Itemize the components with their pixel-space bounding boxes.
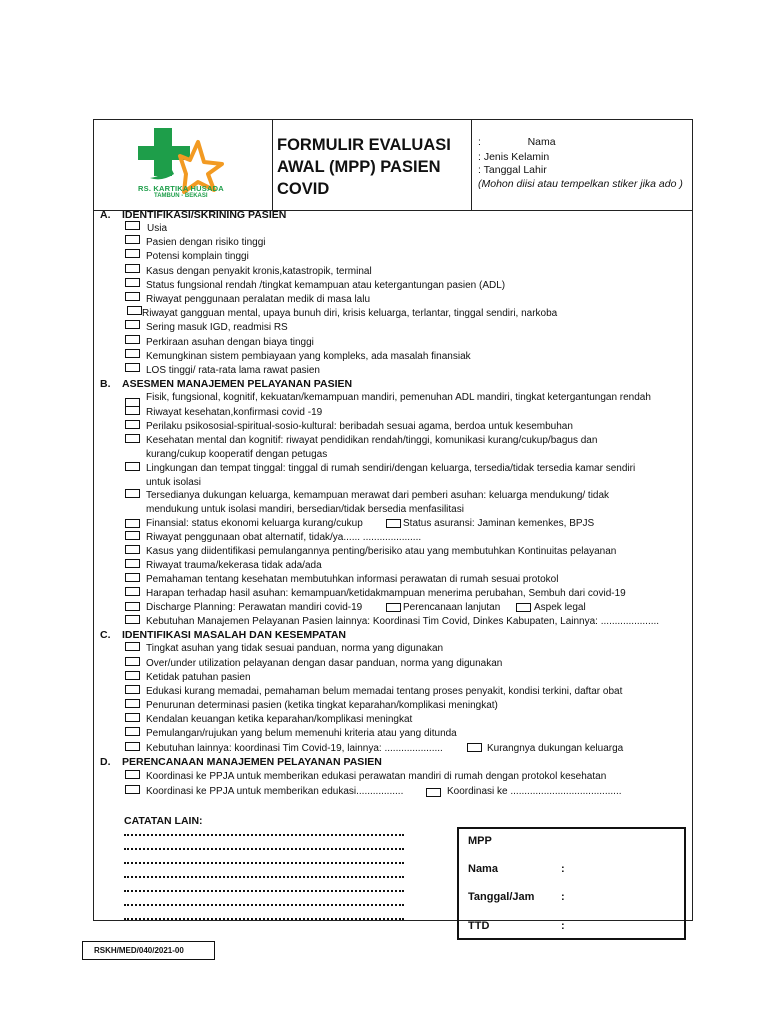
catatan-line-1[interactable] — [124, 834, 404, 836]
checkbox-d1[interactable] — [125, 770, 140, 779]
checkbox-b2[interactable] — [125, 406, 140, 415]
section-c-heading: C. IDENTIFIKASI MASALAH DAN KESEMPATAN — [100, 629, 346, 641]
item-c4: Edukasi kurang memadai, pemahaman belum memadai tentang proses penyakit, kondisi terkini, daftar obat — [146, 686, 623, 697]
item-b6: Tersedianya dukungan keluarga, kemampuan merawat dari pemberi asuhan: keluarga mendukung/ tidak — [146, 490, 610, 501]
item-b13c: Aspek legal — [534, 602, 586, 613]
mpp-signature-box — [457, 827, 686, 940]
item-c1: Tingkat asuhan yang tidak sesuai panduan, norma yang digunakan — [146, 643, 444, 654]
item-b3: Perilaku psikososial-spiritual-sosio-kultural: beribadah sesuai agama, berdoa untuk kesembuhan — [146, 421, 573, 432]
mpp-tanggal-colon: : — [561, 891, 565, 903]
item-b10: Riwayat trauma/kekerasa tidak ada/ada — [146, 560, 322, 571]
checkbox-a4[interactable] — [125, 264, 140, 273]
item-b14: Kebutuhan Manajemen Pelayanan Pasien lainnya: Koordinasi Tim Covid, Dinkes Kabupaten, Lainnya: ..................... — [146, 616, 660, 627]
patient-nama: : Nama — [478, 136, 556, 148]
checkbox-d2[interactable] — [125, 785, 140, 794]
item-a1: Usia — [147, 223, 168, 234]
checkbox-c8[interactable] — [125, 742, 140, 751]
item-b5: Lingkungan dan tempat tinggal: tinggal di rumah sendiri/dengan keluarga, tersedia/tidak tersedia kamar sendiri — [146, 463, 636, 474]
item-d3: Koordinasi ke ........................................ — [447, 786, 622, 797]
item-c5: Penurunan determinasi pasien (ketika tingkat keparahan/komplikasi meningkat) — [146, 700, 498, 711]
item-b7b: Status asuransi: Jaminan kemenkes, BPJS — [403, 518, 595, 529]
item-b7: Finansial: status ekonomi keluarga kurang/cukup — [146, 518, 363, 529]
item-c8: Kebutuhan lainnya: koordinasi Tim Covid-19, lainnya: ..................... — [146, 743, 443, 754]
checkbox-a6[interactable] — [125, 292, 140, 301]
checkbox-b10[interactable] — [125, 559, 140, 568]
mpp-ttd-label: TTD — [468, 920, 490, 932]
catatan-line-4[interactable] — [124, 876, 404, 878]
item-b4-cont: kurang/cukup kooperatif dengan petugas — [146, 449, 328, 460]
item-b9: Kasus yang diidentifikasi pemulangannya penting/berisiko atau yang membutuhkan Kontinuitas pelayanan — [146, 546, 617, 557]
item-b13b: Perencanaan lanjutan — [403, 602, 501, 613]
checkbox-c2[interactable] — [125, 657, 140, 666]
checkbox-b4[interactable] — [125, 434, 140, 443]
item-a3: Potensi komplain tinggi — [146, 251, 249, 262]
item-a10: Kemungkinan sistem pembiayaan yang kompleks, ada masalah finansiak — [146, 351, 471, 362]
checkbox-c6[interactable] — [125, 713, 140, 722]
item-a11: LOS tinggi/ rata-rata lama rawat pasien — [146, 365, 320, 376]
checkbox-a9[interactable] — [125, 335, 140, 344]
catatan-line-2[interactable] — [124, 848, 404, 850]
form-title: FORMULIR EVALUASI AWAL (MPP) PASIEN COVID — [277, 136, 451, 198]
catatan-line-3[interactable] — [124, 862, 404, 864]
checkbox-c4[interactable] — [125, 685, 140, 694]
item-b5-cont: untuk isolasi — [146, 477, 202, 488]
item-c9: Kurangnya dukungan keluarga — [487, 743, 624, 754]
section-b-heading: B. ASESMEN MANAJEMEN PELAYANAN PASIEN — [100, 378, 353, 390]
item-b12: Harapan terhadap hasil asuhan: kemampuan/ketidakmampuan menerima perubahan, Sembuh dari covid-19 — [146, 588, 626, 599]
checkbox-a8[interactable] — [125, 320, 140, 329]
item-b4: Kesehatan mental dan kognitif: riwayat pendidikan rendah/tinggi, komunikasi kurang/cukup/bagus dan — [146, 435, 598, 446]
item-a8: Sering masuk IGD, readmisi RS — [146, 322, 288, 333]
item-b6-cont: mendukung untuk isolasi mandiri, bersedian/tidak bersedia menfasilitasi — [146, 504, 464, 515]
form-code: RSKH/MED/040/2021-00 — [82, 941, 215, 960]
catatan-line-6[interactable] — [124, 904, 404, 906]
section-d-heading: D. PERENCANAAN MANAJEMEN PELAYANAN PASIEN — [100, 756, 382, 768]
checkbox-b7b[interactable] — [386, 519, 401, 528]
item-c3: Ketidak patuhan pasien — [146, 672, 251, 683]
checkbox-c5[interactable] — [125, 699, 140, 708]
mpp-nama-colon: : — [561, 863, 565, 875]
checkbox-b11[interactable] — [125, 573, 140, 582]
checkbox-b13c[interactable] — [516, 603, 531, 612]
checkbox-b3[interactable] — [125, 420, 140, 429]
checkbox-a10[interactable] — [125, 349, 140, 358]
logo-name: RS. KARTIKA HUSADA — [138, 184, 224, 193]
mpp-heading: MPP — [468, 835, 492, 847]
item-a9: Perkiraan asuhan dengan biaya tinggi — [146, 337, 314, 348]
item-a2: Pasien dengan risiko tinggi — [146, 237, 266, 248]
checkbox-c7[interactable] — [125, 727, 140, 736]
checkbox-b9[interactable] — [125, 545, 140, 554]
checkbox-b6[interactable] — [125, 489, 140, 498]
checkbox-c9[interactable] — [467, 743, 482, 752]
checkbox-b13[interactable] — [125, 602, 140, 611]
catatan-label: CATATAN LAIN: — [124, 815, 203, 827]
checkbox-a7[interactable] — [127, 306, 142, 315]
mpp-ttd-colon: : — [561, 920, 565, 932]
item-b11: Pemahaman tentang kesehatan membutuhkan informasi perawatan di rumah sesuai protokol — [146, 574, 559, 585]
checkbox-b13b[interactable] — [386, 603, 401, 612]
section-a-heading: A. IDENTIFIKASI/SKRINING PASIEN — [100, 209, 287, 221]
patient-note: (Mohon diisi atau tempelkan stiker jika ado ) — [478, 178, 683, 190]
item-b13: Discharge Planning: Perawatan mandiri covid-19 — [146, 602, 363, 613]
item-a6: Riwayat penggunaan peralatan medik di masa lalu — [146, 294, 371, 305]
checkbox-a1[interactable] — [125, 221, 140, 230]
item-c7: Pemulangan/rujukan yang belum memenuhi kriteria atau yang ditunda — [146, 728, 457, 739]
checkbox-b5[interactable] — [125, 462, 140, 471]
checkbox-b7[interactable] — [125, 519, 140, 528]
checkbox-b14[interactable] — [125, 615, 140, 624]
mpp-tanggal-label: Tanggal/Jam — [468, 891, 535, 903]
patient-jenis-kelamin: : Jenis Kelamin — [478, 151, 550, 163]
item-a5: Status fungsional rendah /tingkat kemampuan atau ketergantungan pasien (ADL) — [146, 280, 506, 291]
item-b2: Riwayat kesehatan,konfirmasi covid -19 — [146, 407, 323, 418]
checkbox-a5[interactable] — [125, 278, 140, 287]
checkbox-a11[interactable] — [125, 363, 140, 372]
checkbox-c3[interactable] — [125, 671, 140, 680]
catatan-line-5[interactable] — [124, 890, 404, 892]
item-b8: Riwayat penggunaan obat alternatif, tidak/ya...... ..................... — [146, 532, 422, 543]
checkbox-a3[interactable] — [125, 249, 140, 258]
mpp-nama-label: Nama — [468, 863, 498, 875]
checkbox-d3[interactable] — [426, 788, 441, 797]
item-a4: Kasus dengan penyakit kronis,katastropik, terminal — [146, 266, 372, 277]
catatan-line-7[interactable] — [124, 918, 404, 920]
patient-tanggal-lahir: : Tanggal Lahir — [478, 164, 547, 176]
item-d1: Koordinasi ke PPJA untuk memberikan edukasi perawatan mandiri di rumah dengan protokol kesehatan — [146, 771, 607, 782]
checkbox-a2[interactable] — [125, 235, 140, 244]
item-a7: Riwayat gangguan mental, upaya bunuh diri, krisis keluarga, terlantar, tinggal sendiri, narkoba — [142, 308, 558, 319]
item-d2: Koordinasi ke PPJA untuk memberikan edukasi................. — [146, 786, 404, 797]
checkbox-c1[interactable] — [125, 642, 140, 651]
item-c6: Kendalan keuangan ketika keparahan/komplikasi meningkat — [146, 714, 413, 725]
checkbox-b12[interactable] — [125, 587, 140, 596]
checkbox-b8[interactable] — [125, 531, 140, 540]
item-c2: Over/under utilization pelayanan dengan dasar panduan, norma yang digunakan — [146, 658, 503, 669]
item-b1: Fisik, fungsional, kognitif, kekuatan/kemampuan mandiri, pemenuhan ADL mandiri, tingkat ketergantungan rendah — [146, 392, 651, 403]
logo-location: TAMBUN - BEKASI — [154, 193, 208, 199]
